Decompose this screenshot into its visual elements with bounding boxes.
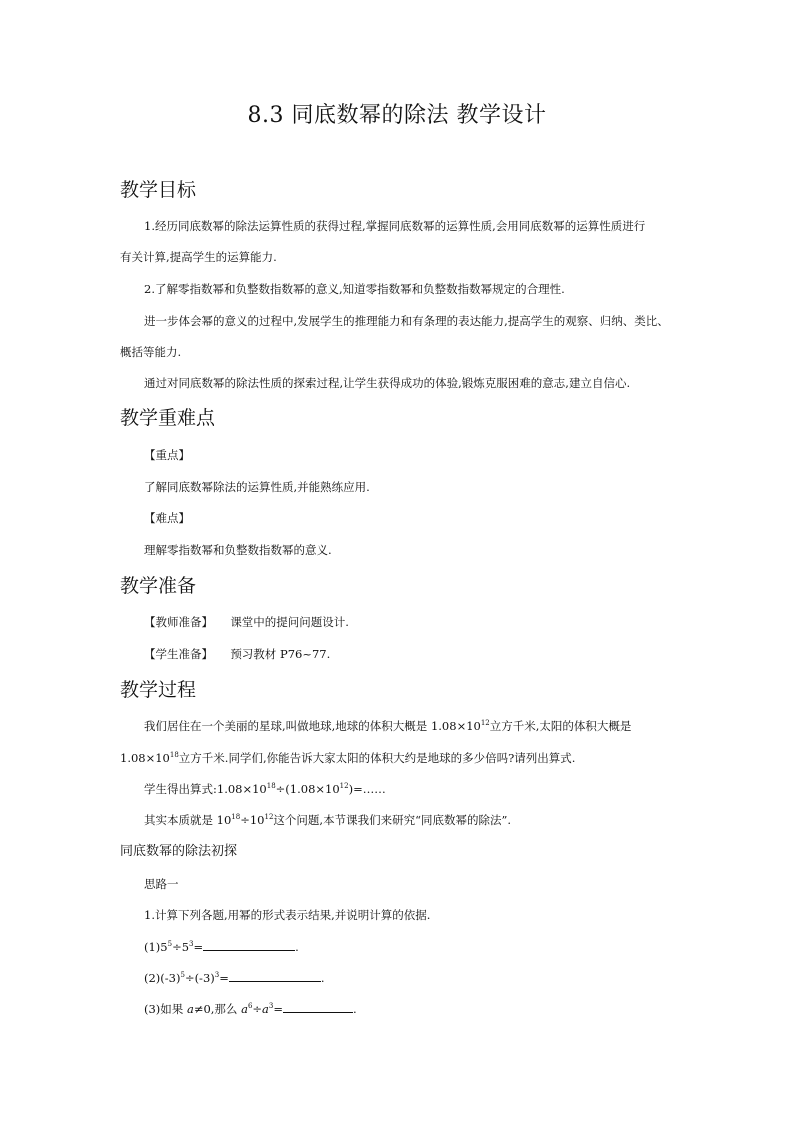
- process-paragraph-1: [144, 718, 631, 734]
- text-run: =: [273, 1002, 284, 1016]
- focus-text: 了解同底数幂除法的运算性质,并能熟练应用.: [144, 480, 370, 494]
- exponent: 3: [189, 940, 194, 948]
- process-paragraph-4: [144, 812, 511, 828]
- process-paragraph-2: [120, 750, 575, 766]
- goal-paragraph-3b: 概括等能力.: [120, 345, 182, 359]
- goal-paragraph-2: 2.了解零指数幂和负整数指数幂的意义,知道零指数幂和负整数指数幂规定的合理性.: [144, 282, 565, 296]
- focus-label: 【重点】: [144, 448, 190, 462]
- text-run: 1.08×10: [120, 751, 170, 765]
- text-run: .: [353, 1002, 357, 1016]
- exponent: 18: [231, 813, 241, 821]
- text-run: )=……: [348, 782, 386, 796]
- exponent: 18: [266, 782, 276, 790]
- variable: a: [186, 1002, 194, 1016]
- exponent: 5: [167, 940, 173, 948]
- goal-paragraph-3a: 进一步体会幂的意义的过程中,发展学生的推理能力和有条理的表达能力,提高学生的观察、归纳、类比、: [144, 314, 669, 328]
- section-heading-prep: 教学准备: [120, 575, 197, 597]
- text-run: ÷(-3): [184, 971, 215, 985]
- goal-paragraph-1b: 有关计算,提高学生的运算能力.: [120, 250, 277, 264]
- exponent: 12: [264, 813, 274, 821]
- text-run: ÷: [252, 1002, 263, 1016]
- exponent: 5: [180, 971, 185, 979]
- text-run: =: [219, 971, 229, 985]
- exponent: 3: [214, 971, 220, 979]
- question-2: [144, 969, 325, 986]
- question-3: [144, 1000, 357, 1017]
- text-run: 其实本质就是 10: [144, 813, 232, 827]
- text-run: ÷5: [172, 940, 190, 954]
- section-heading-keypoints: 教学重难点: [120, 407, 216, 429]
- section-heading-process: 教学过程: [120, 679, 197, 701]
- text-run: =: [193, 940, 204, 954]
- text-run: 这个问题,本节课我们来研究“同底数幂的除法”.: [273, 813, 511, 827]
- exponent: 18: [169, 751, 179, 759]
- subheading-division-intro: 同底数幂的除法初探: [120, 844, 238, 859]
- answer-blank: [283, 1000, 353, 1013]
- goal-paragraph-1a: 1.经历同底数幂的除法运算性质的获得过程,掌握同底数幂的运算性质,会用同底数幂的运算性质进行: [144, 219, 646, 233]
- exponent: 3: [268, 1002, 274, 1010]
- goal-paragraph-4: 通过对同底数幂的除法性质的探索过程,让学生获得成功的体验,锻炼克服困难的意志,建立自信心.: [144, 376, 631, 390]
- text-run: (1)5: [144, 940, 168, 954]
- exponent: 6: [247, 1002, 253, 1010]
- exponent: 12: [339, 782, 349, 790]
- text-run: .: [320, 971, 325, 985]
- text-run: ÷10: [240, 813, 265, 827]
- text-run: 学生得出算式:1.08×10: [144, 782, 267, 796]
- teacher-prep: [144, 614, 349, 630]
- difficulty-text: 理解零指数幂和负整数指数幂的意义.: [144, 543, 332, 557]
- text-run: (2)(-3): [144, 971, 181, 985]
- page-title: 8.3 同底数幂的除法 教学设计: [247, 103, 547, 128]
- variable: a: [262, 1002, 269, 1016]
- answer-blank: [203, 938, 295, 951]
- text-run: 立方千米,太阳的体积大概是: [489, 719, 632, 733]
- student-prep-label: 【学生准备】: [144, 647, 213, 661]
- exponent: 12: [480, 719, 490, 727]
- student-prep: [144, 646, 330, 662]
- text-run: (3)如果: [144, 1002, 187, 1016]
- teacher-prep-label: 【教师准备】: [144, 615, 213, 629]
- text-run: 我们居住在一个美丽的星球,叫做地球,地球的体积大概是 1.08×10: [144, 719, 481, 733]
- text-run: ÷(1.08×10: [275, 782, 340, 796]
- difficulty-label: 【难点】: [144, 511, 190, 525]
- text-run: 立方千米.同学们,你能告诉大家太阳的体积大约是地球的多少倍吗?请列出算式.: [178, 751, 576, 765]
- variable: a: [241, 1002, 248, 1016]
- student-prep-text: 预习教材 P76~77.: [230, 647, 331, 661]
- answer-blank: [229, 969, 321, 982]
- process-paragraph-3: [144, 781, 386, 797]
- text-run: ≠0,那么: [193, 1002, 242, 1016]
- question-intro: 1.计算下列各题,用幂的形式表示结果,并说明计算的依据.: [144, 908, 431, 922]
- question-1: [144, 938, 299, 955]
- idea-label: 思路一: [144, 877, 179, 891]
- teacher-prep-text: 课堂中的提问问题设计.: [230, 615, 349, 629]
- section-heading-goals: 教学目标: [120, 179, 197, 201]
- text-run: .: [295, 940, 299, 954]
